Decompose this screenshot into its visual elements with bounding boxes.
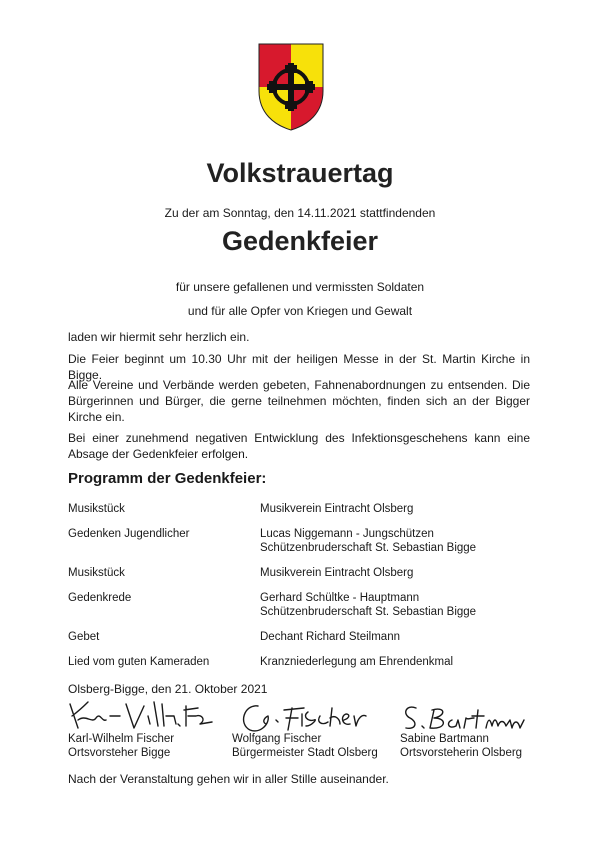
signature-wolfgang-fischer — [236, 698, 376, 736]
program-performer: Musikverein Eintracht Olsberg — [260, 567, 414, 579]
program-item: Gedenken Jugendlicher — [68, 528, 190, 540]
dedication-line-2: und für alle Opfer von Kriegen und Gewalt — [187, 304, 413, 318]
subtitle: Zu der am Sonntag, den 14.11.2021 stattfindenden — [164, 206, 436, 220]
crest-knot-right — [305, 81, 313, 93]
program-performer-line2: Schützenbruderschaft St. Sebastian Bigge — [260, 542, 477, 554]
program-item: Gebet — [68, 631, 100, 643]
crest-knot-bottom — [285, 101, 297, 109]
program-item: Musikstück — [68, 567, 125, 579]
event-title: Gedenkfeier — [221, 226, 379, 256]
place-date: Olsberg-Bigge, den 21. Oktober 2021 — [68, 682, 268, 696]
signer-name: Sabine Bartmann — [400, 733, 489, 745]
signer-role: Ortsvorsteherin Olsberg — [400, 747, 523, 759]
signature-karl-wilhelm-fischer — [66, 698, 216, 732]
program-performer: Musikverein Eintracht Olsberg — [260, 503, 414, 515]
program-performer: Kranzniederlegung am Ehrendenkmal — [260, 656, 454, 668]
program-performer: Lucas Niggemann - Jungschützen — [260, 528, 434, 540]
signer-role: Bürgermeister Stadt Olsberg — [232, 747, 378, 759]
signer-name: Karl-Wilhelm Fischer — [68, 733, 175, 745]
program-item: Musikstück — [68, 503, 125, 515]
signer-name: Wolfgang Fischer — [232, 733, 322, 745]
paragraph-start-time: Die Feier beginnt um 10.30 Uhr mit der heiligen Messe in der St. Martin Kirche in Bigge. — [68, 352, 530, 382]
program-item: Gedenkrede — [68, 592, 132, 604]
paragraph-associations: Alle Vereine und Verbände werden gebeten, Fahnenabordnungen zu entsenden. Die Bürgerinnen und Bürger, die gerne teilnehmen möchten, finden sich an der Bigger Kirche ein. — [68, 378, 530, 424]
crest-knot-left — [269, 81, 277, 93]
program-performer: Gerhard Schültke - Hauptmann — [260, 592, 420, 604]
signer-role: Ortsvorsteher Bigge — [68, 747, 171, 759]
coat-of-arms-logo — [258, 43, 324, 131]
signature-sabine-bartmann — [400, 702, 530, 734]
program-item: Lied vom guten Kameraden — [68, 656, 210, 668]
page-title: Volkstrauertag — [206, 158, 394, 188]
paragraph-cancellation-notice: Bei einer zunehmend negativen Entwicklung des Infektionsgeschehens kann eine Absage der Gedenkfeier erfolgen. — [68, 431, 530, 461]
paragraph-invite: laden wir hiermit sehr herzlich ein. — [68, 330, 250, 344]
crest-knot-top — [285, 65, 297, 73]
dedication-line-1: für unsere gefallenen und vermissten Soldaten — [175, 280, 425, 294]
program-heading: Programm der Gedenkfeier: — [68, 470, 267, 487]
program-performer-line2: Schützenbruderschaft St. Sebastian Bigge — [260, 606, 477, 618]
program-performer: Dechant Richard Steilmann — [260, 631, 400, 643]
closing-note: Nach der Veranstaltung gehen wir in aller Stille auseinander. — [68, 772, 389, 786]
